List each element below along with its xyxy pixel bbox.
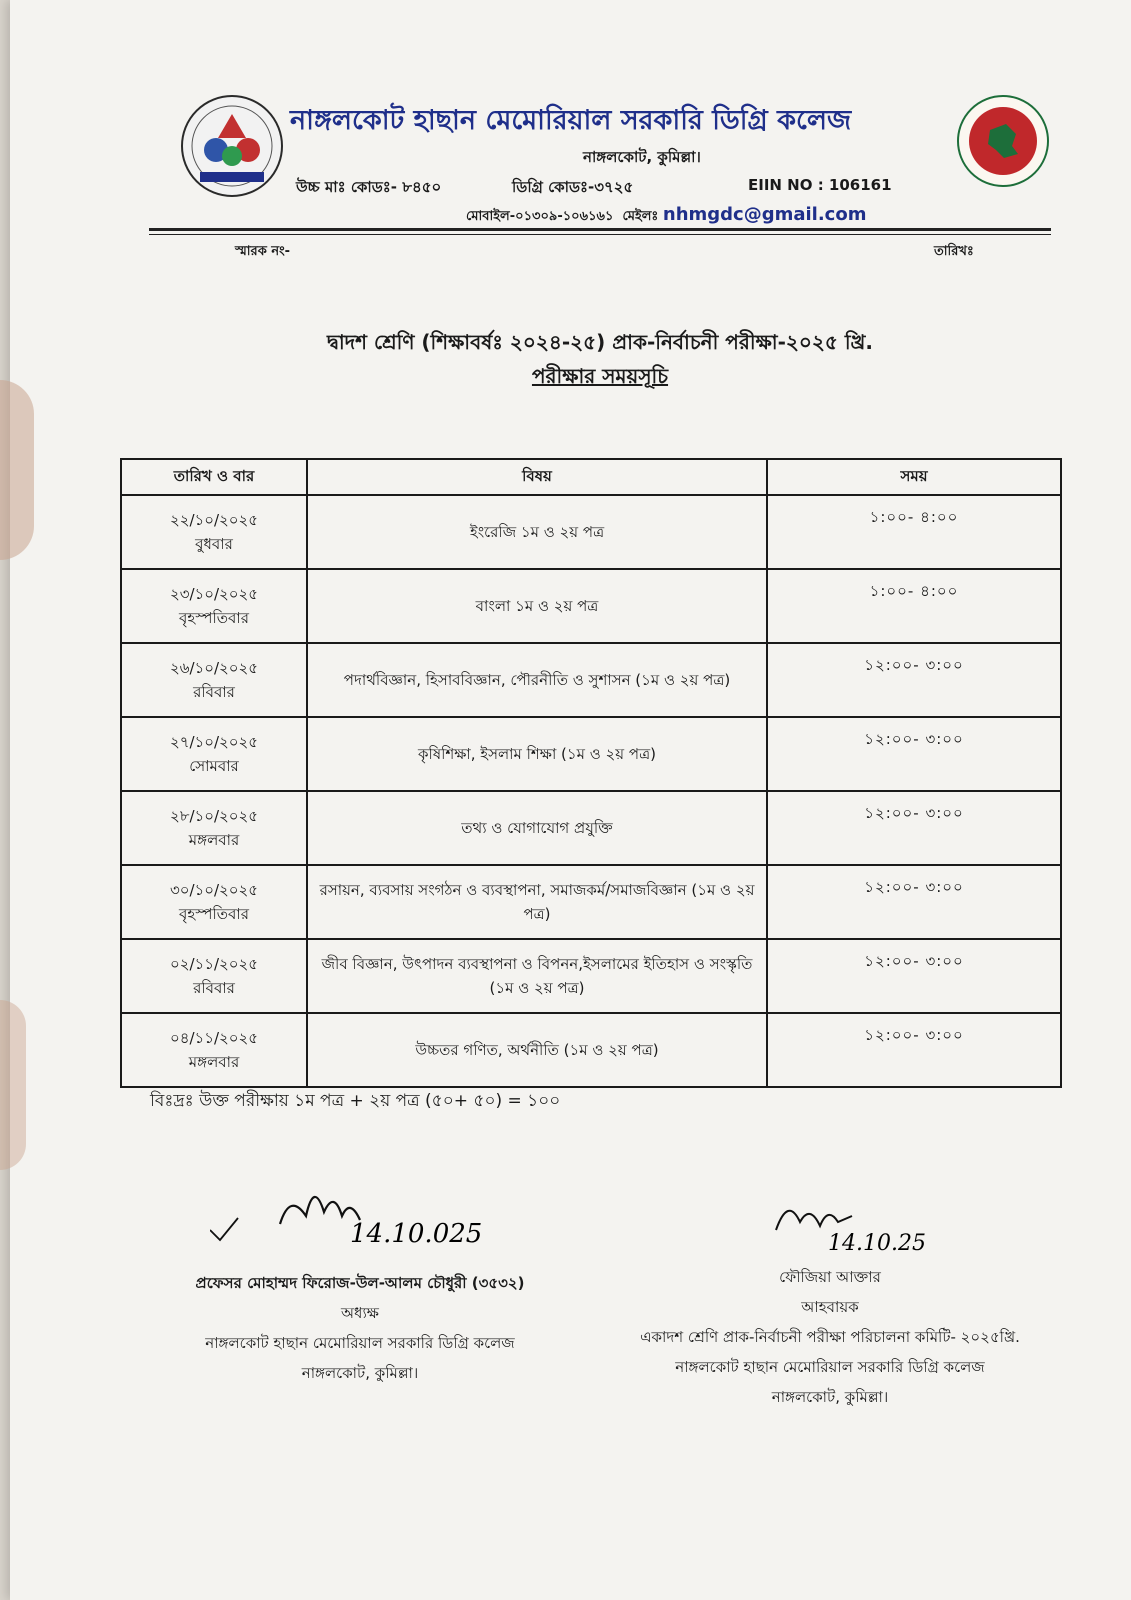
header-rule-thin — [149, 234, 1051, 235]
convener-org: নাঙ্গলকোট হাছান মেমোরিয়াল সরকারি ডিগ্রি কলেজ — [675, 1358, 985, 1376]
subject-cell: কৃষিশিক্ষা, ইসলাম শিক্ষা (১ম ও ২য় পত্র) — [307, 717, 767, 791]
date-cell — [121, 717, 307, 791]
degree-code: ডিগ্রি কোডঃ-৩৭২৫ — [512, 178, 634, 196]
notice-title: দ্বাদশ শ্রেণি (শিক্ষাবর্ষঃ ২০২৪-২৫) প্রাক-নির্বাচনী পরীক্ষা-২০২৫ খ্রি. — [326, 330, 874, 354]
date-cell — [121, 939, 307, 1013]
convener-sign-date: 14.10.25 — [828, 1231, 926, 1256]
table-header-row — [121, 459, 1061, 495]
thumb-shadow-lower — [0, 1000, 26, 1170]
date-text: ০২/১১/২০২৫ — [169, 955, 259, 973]
day-text: রবিবার — [193, 979, 235, 997]
date-cell — [121, 1013, 307, 1087]
subject-cell: বাংলা ১ম ও ২য় পত্র — [307, 569, 767, 643]
college-logo-icon — [178, 92, 286, 200]
college-location: নাঙ্গলকোট, কুমিল্লা। — [583, 148, 701, 166]
table-row — [121, 1013, 1061, 1087]
time-cell: ১২:০০- ৩:০০ — [767, 717, 1061, 791]
thumb-shadow — [0, 380, 34, 560]
convener-title: আহবায়ক — [801, 1298, 859, 1316]
convener-location: নাঙ্গলকোট, কুমিল্লা। — [771, 1388, 889, 1406]
header-date: তারিখ ও বার — [121, 459, 307, 495]
table-row — [121, 939, 1061, 1013]
email-address: nhmgdc@gmail.com — [662, 204, 867, 225]
principal-signature-icon — [210, 1172, 510, 1262]
subject-cell: পদার্থবিজ্ঞান, হিসাববিজ্ঞান, পৌরনীতি ও সুশাসন (১ম ও ২য় পত্র) — [307, 643, 767, 717]
time-cell: ১২:০০- ৩:০০ — [767, 643, 1061, 717]
notice-subtitle — [150, 362, 1050, 395]
mail-label: মেইলঃ — [622, 209, 659, 224]
date-text: ২৭/১০/২০২৫ — [169, 733, 259, 751]
government-seal-icon — [956, 94, 1050, 188]
time-cell: ১২:০০- ৩:০০ — [767, 865, 1061, 939]
principal-title: অধ্যক্ষ — [341, 1304, 379, 1322]
table-row — [121, 717, 1061, 791]
hsc-code: উচ্চ মাঃ কোডঃ- ৮৪৫০ — [296, 178, 442, 196]
subject-cell: রসায়ন, ব্যবসায় সংগঠন ও ব্যবস্থাপনা, সমাজকর্ম/সমাজবিজ্ঞান (১ম ও ২য় পত্র) — [307, 865, 767, 939]
date-cell — [121, 791, 307, 865]
convener-signature-icon — [770, 1182, 950, 1262]
subject-cell: ইংরেজি ১ম ও ২য় পত্র — [307, 495, 767, 569]
memo-number-label: স্মারক নং- — [235, 244, 291, 259]
day-text: মঙ্গলবার — [188, 831, 240, 849]
eiin-number: EIIN NO : 106161 — [748, 176, 892, 194]
day-text: বুধবার — [195, 535, 233, 553]
contact-line — [466, 204, 866, 228]
header-rule — [149, 228, 1051, 231]
date-text: ২৬/১০/২০২৫ — [169, 659, 259, 677]
exam-note: বিঃদ্রঃ উক্ত পরীক্ষায় ১ম পত্র + ২য় পত্র (৫০+ ৫০) = ১০০ — [150, 1091, 561, 1111]
date-label: তারিখঃ — [934, 244, 974, 259]
mobile-number: মোবাইল-০১৩০৯-১০৬১৬১ — [466, 209, 614, 224]
subject-cell: তথ্য ও যোগাযোগ প্রযুক্তি — [307, 791, 767, 865]
principal-signature-block — [120, 1268, 600, 1388]
day-text: সোমবার — [189, 757, 239, 775]
principal-location: নাঙ্গলকোট, কুমিল্লা। — [301, 1364, 419, 1382]
time-cell: ১২:০০- ৩:০০ — [767, 791, 1061, 865]
principal-name: প্রফেসর মোহাম্মদ ফিরোজ-উল-আলম চৌধুরী (৩৫৩২) — [195, 1274, 525, 1292]
date-cell — [121, 495, 307, 569]
exam-schedule-table — [120, 458, 1062, 1088]
date-text: ২২/১০/২০২৫ — [169, 511, 259, 529]
header-subject: বিষয় — [307, 459, 767, 495]
date-text: ২৩/১০/২০২৫ — [169, 585, 259, 603]
header-time: সময় — [767, 459, 1061, 495]
date-cell — [121, 865, 307, 939]
date-text: ৩০/১০/২০২৫ — [169, 881, 259, 899]
table-row — [121, 791, 1061, 865]
convener-signature-block — [580, 1262, 1080, 1412]
date-text: ২৮/১০/২০২৫ — [169, 807, 259, 825]
principal-sign-date: 14.10.025 — [350, 1219, 483, 1249]
college-name: নাঙ্গলকোট হাছান মেমোরিয়াল সরকারি ডিগ্রি কলেজ — [290, 105, 852, 136]
convener-name: ফৌজিয়া আক্তার — [779, 1268, 881, 1286]
day-text: বৃহস্পতিবার — [179, 905, 249, 923]
subject-cell: জীব বিজ্ঞান, উৎপাদন ব্যবস্থাপনা ও বিপনন,ইসলামের ইতিহাস ও সংস্কৃতি (১ম ও ২য় পত্র) — [307, 939, 767, 1013]
notice-subtitle-text: পরীক্ষার সময়সূচি — [531, 364, 669, 388]
time-cell: ১২:০০- ৩:০০ — [767, 1013, 1061, 1087]
subject-cell: উচ্চতর গণিত, অর্থনীতি (১ম ও ২য় পত্র) — [307, 1013, 767, 1087]
date-cell — [121, 643, 307, 717]
time-cell: ১২:০০- ৩:০০ — [767, 939, 1061, 1013]
committee-name: একাদশ শ্রেণি প্রাক-নির্বাচনী পরীক্ষা পরিচালনা কমিটি- ২০২৫খ্রি. — [640, 1328, 1020, 1346]
table-row — [121, 865, 1061, 939]
time-cell: ১:০০- ৪:০০ — [767, 495, 1061, 569]
date-text: ০৪/১১/২০২৫ — [169, 1029, 259, 1047]
table-row — [121, 643, 1061, 717]
table-row — [121, 569, 1061, 643]
day-text: মঙ্গলবার — [188, 1053, 240, 1071]
day-text: বৃহস্পতিবার — [179, 609, 249, 627]
table-row — [121, 495, 1061, 569]
principal-org: নাঙ্গলকোট হাছান মেমোরিয়াল সরকারি ডিগ্রি কলেজ — [205, 1334, 515, 1352]
day-text: রবিবার — [193, 683, 235, 701]
time-cell: ১:০০- ৪:০০ — [767, 569, 1061, 643]
date-cell — [121, 569, 307, 643]
